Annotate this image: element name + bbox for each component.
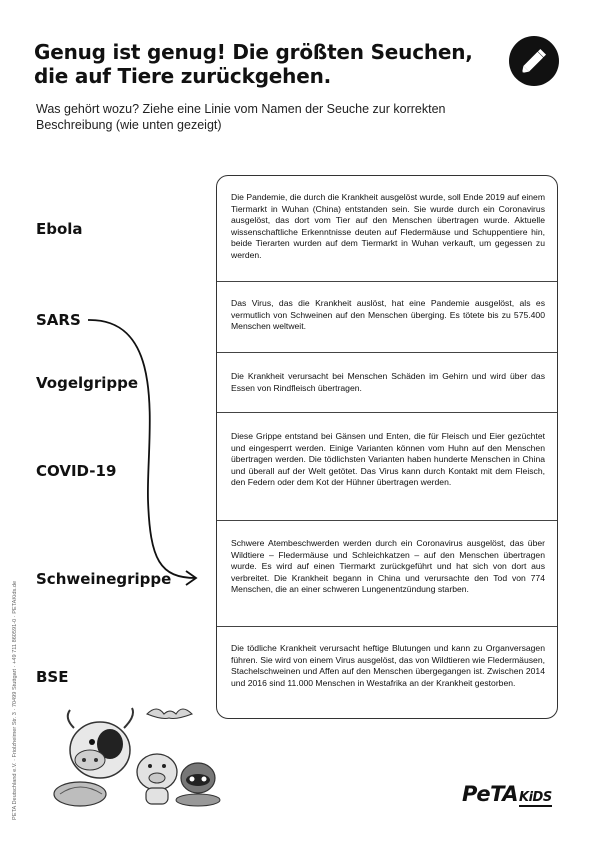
divider — [217, 352, 557, 353]
peta-kids-logo — [462, 782, 552, 806]
disease-name-schweinegrippe[interactable]: Schweinegrippe — [36, 570, 172, 588]
divider — [217, 626, 557, 627]
description-schweine-pandemie[interactable]: Das Virus, das die Krankheit auslöst, hat eine Pandemie ausgelöst, als es vermutlich von Schweinen auf den Menschen überging. Es tötete bis zu 575.400 Menschen weltweit. — [231, 298, 545, 332]
divider — [217, 412, 557, 413]
animal-illustration — [52, 700, 232, 810]
description-blutungen[interactable]: Die tödliche Krankheit verursacht heftige Blutungen und kann zu Organversagen führen. Sie wird von einem Virus ausgelöst, das von Wildtieren wie Fledermäusen, Stachelschweinen und Affen auf den Menschen übergegangen ist. Zwischen 2014 und 2016 sind 11.000 Menschen in Westafrika an der Krankheit gestorben. — [231, 643, 545, 688]
disease-name-ebola[interactable]: Ebola — [36, 220, 83, 238]
disease-name-vogelgrippe[interactable]: Vogelgrippe — [36, 374, 139, 392]
description-gaense-enten[interactable]: Diese Grippe entstand bei Gänsen und Enten, die für Fleisch und Eier gezüchtet und eingesperrt werden. Einige Varianten können vom Huhn auf den Menschen übertragen werden. Die tödlichsten Varianten haben hunderte Menschen in China und überall auf der Welt getötet. Das Virus kann durch Kontakt mit dem Fleisch, den Federn oder dem Kot der Hühner übertragen werden. — [231, 431, 545, 488]
page-title-line-1: Genug ist genug! Die größten Seuchen, — [34, 40, 473, 64]
disease-name-sars[interactable]: SARS — [36, 311, 81, 329]
disease-name-covid-19[interactable]: COVID-19 — [36, 462, 117, 480]
divider — [217, 281, 557, 282]
disease-name-bse[interactable]: BSE — [36, 668, 69, 686]
description-rindfleisch[interactable]: Die Krankheit verursacht bei Menschen Schäden im Gehirn und wird über das Essen von Rindfleisch übertragen. — [231, 371, 545, 393]
logo-sub: KiDS — [519, 790, 552, 805]
imprint-text: PETA Deutschland e.V. · Friolzheimer Str. 3 · 70499 Stuttgart · +49 711 860591-0 · PETAKids.de — [12, 580, 18, 820]
description-box — [216, 175, 558, 719]
instruction-text: Was gehört wozu? Ziehe eine Linie vom Namen der Seuche zur korrekten Beschreibung (wie unten gezeigt) — [36, 102, 446, 132]
description-atembeschwerden[interactable]: Schwere Atembeschwerden werden durch ein Coronavirus ausgelöst, das über Wildtiere – Fledermäuse und Schleichkatzen – auf den Menschen übertragen wurde. Es wird auf einen Tiermarkt zurückgeführt und hat sich von dort aus verbreitet. Die Krankheit begann in China und verursachte den Tod von 774 Menschen, die an einer schweren Lungenentzündung starben. — [231, 538, 545, 595]
page-title-line-2: die auf Tiere zurückgehen. — [34, 64, 332, 88]
description-pandemie-wuhan[interactable]: Die Pandemie, die durch die Krankheit ausgelöst wurde, soll Ende 2019 auf einem Tiermarkt in Wuhan (China) entstanden sein. Sie wurde durch ein Coronavirus ausgelöst, das dort vom Tier auf den Menschen übertragen wurde. Aktuelle wissenschaftliche Erkenntnisse deuten auf Fledermäuse und Schuppentiere hin, beide Tierarten wurden auf dem Tiermarkt in Wuhan verkauft, um gegessen zu werden. — [231, 192, 545, 260]
divider — [217, 520, 557, 521]
logo-main: PeTA — [462, 782, 519, 806]
